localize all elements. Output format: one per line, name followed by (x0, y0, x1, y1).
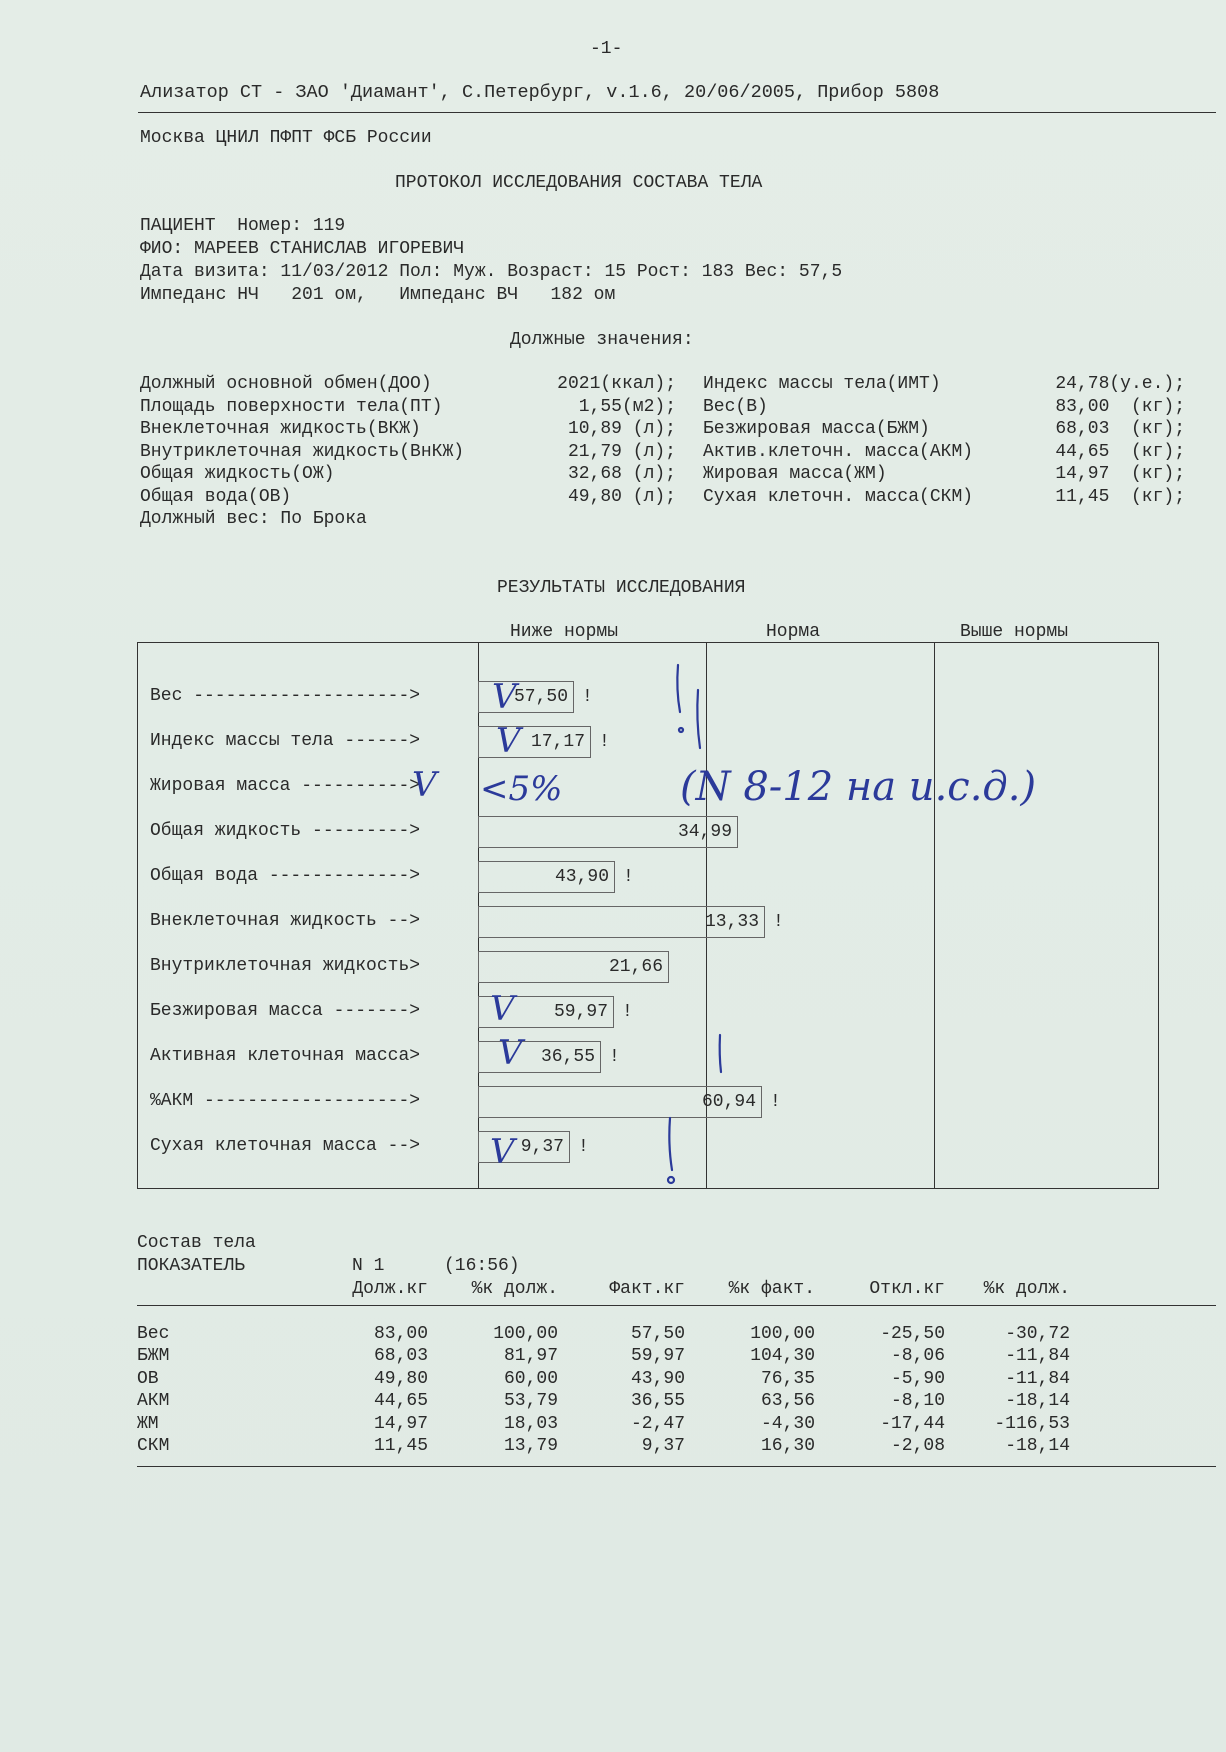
due-right-label: Индекс массы тела(ИМТ) (703, 374, 941, 394)
due-right-value: 68,03 (кг); (1055, 419, 1185, 439)
due-right-label: Вес(В) (703, 396, 768, 417)
result-value: 13,33 (704, 912, 759, 932)
due-values-heading: Должные значения: (510, 330, 694, 350)
composition-cell: -2,47 (630, 1413, 685, 1434)
due-left-label: Площадь поверхности тела(ПТ) (140, 396, 443, 417)
due-right-label: Актив.клеточн. масса(АКМ) (703, 441, 974, 462)
composition-rule-bottom (137, 1466, 1216, 1467)
due-left-value: 1,55(м2); (578, 396, 676, 417)
due-right-value: 44,65 (кг); (1055, 441, 1185, 462)
due-weight-method: Должный вес: По Брока (140, 509, 367, 529)
due-left-value: 49,80 (л); (567, 486, 676, 507)
composition-cell: 49,80 (373, 1368, 428, 1389)
composition-cell: -8,10 (890, 1391, 945, 1412)
composition-cell: 60,00 (503, 1368, 558, 1389)
due-left-label: Должный основной обмен(ДОО) (140, 374, 432, 394)
exclamation-ink-1 (677, 665, 680, 712)
composition-cell: 16,30 (760, 1436, 815, 1456)
check-mark: V (412, 765, 437, 805)
due-left-value: 2021(ккал); (557, 374, 676, 394)
composition-cell: 100,00 (493, 1324, 558, 1344)
device-line: Ализатор СТ - ЗАО 'Диамант', С.Петербург, v.1.6, 20/06/2005, Прибор 5808 (140, 82, 940, 103)
impedance-line: Импеданс НЧ 201 ом, Импеданс ВЧ 182 ом (140, 285, 616, 305)
composition-column-header: Факт.кг (609, 1279, 685, 1299)
result-value: 43,90 (554, 867, 609, 887)
composition-cell: -18,14 (1005, 1391, 1070, 1412)
result-label: Внутриклеточная жидкость> (150, 956, 421, 976)
composition-column-header: %к долж. (471, 1279, 558, 1299)
results-heading: РЕЗУЛЬТАТЫ ИССЛЕДОВАНИЯ (497, 578, 746, 598)
patient-number: ПАЦИЕНТ Номер: 119 (140, 216, 346, 236)
check-mark: V (490, 989, 515, 1029)
composition-cell: -18,14 (1005, 1436, 1070, 1456)
result-label: Общая вода -------------> (150, 866, 421, 886)
due-right-value: 83,00 (кг); (1055, 396, 1185, 417)
composition-cell: 68,03 (373, 1346, 428, 1367)
column-below-norm: Ниже нормы (510, 622, 619, 642)
exclamation-ink-2 (697, 690, 700, 748)
result-label: Жировая масса ----------> (150, 776, 421, 796)
composition-cell: 14,97 (373, 1413, 428, 1434)
composition-cell: 36,55 (630, 1391, 685, 1412)
composition-cell: 104,30 (750, 1346, 815, 1367)
composition-row-name: ЖМ (137, 1413, 159, 1434)
composition-row-name: БЖМ (137, 1346, 170, 1367)
patient-name: ФИО: МАРЕЕВ СТАНИСЛАВ ИГОРЕВИЧ (140, 239, 465, 259)
exclamation-ink-4 (669, 1118, 672, 1170)
composition-cell: -11,84 (1005, 1346, 1070, 1367)
result-label: Вес --------------------> (150, 686, 421, 706)
column-norm: Норма (766, 622, 821, 642)
due-left-label: Внутриклеточная жидкость(ВнКЖ) (140, 441, 465, 462)
exclamation-ink-dot-4 (668, 1177, 674, 1183)
composition-column-header: %к факт. (728, 1279, 815, 1299)
composition-row-name: ОВ (137, 1368, 159, 1389)
check-mark: V (496, 721, 521, 761)
fat-mass-note: <5% (480, 769, 563, 809)
result-value: 9,37 (520, 1137, 564, 1157)
composition-rule-top (137, 1305, 1216, 1306)
column-above-norm: Выше нормы (960, 622, 1069, 642)
protocol-title: ПРОТОКОЛ ИССЛЕДОВАНИЯ СОСТАВА ТЕЛА (395, 173, 763, 193)
check-mark: V (490, 1132, 515, 1172)
due-right-label: Сухая клеточн. масса(СКМ) (703, 486, 974, 507)
composition-cell: 81,97 (503, 1346, 558, 1367)
header-rule (138, 112, 1216, 113)
due-left-label: Общая вода(ОВ) (140, 486, 292, 507)
composition-cell: 76,35 (760, 1368, 815, 1389)
result-label: Сухая клеточная масса --> (150, 1136, 421, 1156)
composition-cell: 59,97 (630, 1346, 685, 1367)
result-flag: ! (770, 1092, 781, 1112)
result-flag: ! (578, 1137, 589, 1157)
result-value: 60,94 (701, 1092, 756, 1112)
result-value: 17,17 (530, 732, 585, 752)
composition-cell: -116,53 (994, 1413, 1070, 1434)
result-label: %АКМ -------------------> (150, 1091, 421, 1111)
composition-cell: -8,06 (890, 1346, 945, 1367)
visit-details: Дата визита: 11/03/2012 Пол: Муж. Возраст: 15 Рост: 183 Вес: 57,5 (140, 262, 843, 282)
result-label: Безжировая масса -------> (150, 1001, 421, 1021)
result-flag: ! (622, 1002, 633, 1022)
due-right-label: Безжировая масса(БЖМ) (703, 419, 930, 439)
composition-cell: 13,79 (503, 1436, 558, 1456)
result-label: Активная клеточная масса> (150, 1046, 421, 1066)
due-left-value: 32,68 (л); (567, 464, 676, 484)
due-left-label: Общая жидкость(ОЖ) (140, 464, 335, 484)
composition-cell: 100,00 (750, 1324, 815, 1344)
result-flag: ! (623, 867, 634, 887)
composition-row-name: Вес (137, 1324, 170, 1344)
composition-cell: 11,45 (373, 1436, 428, 1456)
result-flag: ! (582, 687, 593, 707)
composition-cell: -25,50 (880, 1324, 945, 1344)
result-label: Индекс массы тела ------> (150, 731, 421, 751)
composition-column-header: Долж.кг (352, 1279, 428, 1299)
composition-cell: -11,84 (1005, 1368, 1070, 1389)
result-value: 34,99 (677, 822, 732, 842)
fat-norm-note: (N 8-12 на и.с.д.) (680, 764, 1037, 810)
composition-heading: Состав тела (137, 1233, 256, 1253)
composition-cell: -17,44 (880, 1413, 945, 1434)
indicator-label: ПОКАЗАТЕЛЬ (137, 1256, 246, 1276)
result-flag: ! (609, 1047, 620, 1067)
composition-cell: 83,00 (373, 1324, 428, 1344)
composition-cell: 63,56 (760, 1391, 815, 1412)
due-right-value: 14,97 (кг); (1055, 464, 1185, 484)
composition-cell: -4,30 (760, 1413, 815, 1434)
result-value: 59,97 (553, 1002, 608, 1022)
organization: Москва ЦНИЛ ПФПТ ФСБ России (140, 128, 432, 148)
composition-cell: 44,65 (373, 1391, 428, 1412)
composition-row-name: АКМ (137, 1391, 170, 1412)
result-flag: ! (599, 732, 610, 752)
composition-cell: 9,37 (641, 1436, 685, 1456)
composition-row-name: СКМ (137, 1436, 170, 1456)
composition-cell: 43,90 (630, 1368, 685, 1389)
check-mark: V (492, 677, 517, 717)
composition-column-header: Откл.кг (869, 1279, 945, 1299)
measurement-time: (16:56) (444, 1256, 520, 1276)
composition-cell: -5,90 (890, 1368, 945, 1389)
result-value: 57,50 (513, 687, 568, 707)
exclamation-ink-3 (720, 1035, 721, 1072)
composition-cell: 18,03 (503, 1413, 558, 1434)
exclamation-ink-dot-1 (679, 728, 683, 732)
due-left-value: 10,89 (л); (567, 419, 676, 439)
result-label: Общая жидкость ---------> (150, 821, 421, 841)
composition-cell: 57,50 (630, 1324, 685, 1344)
due-right-value: 24,78(у.е.); (1055, 374, 1185, 394)
result-value: 21,66 (608, 957, 663, 977)
page-number: -1- (590, 39, 623, 59)
due-right-label: Жировая масса(ЖМ) (703, 464, 887, 484)
result-label: Внеклеточная жидкость --> (150, 911, 421, 931)
composition-column-header: %к долж. (983, 1279, 1070, 1299)
result-value: 36,55 (540, 1047, 595, 1067)
due-left-value: 21,79 (л); (567, 441, 676, 462)
check-mark: V (498, 1033, 523, 1073)
due-right-value: 11,45 (кг); (1055, 486, 1185, 507)
composition-cell: -30,72 (1005, 1324, 1070, 1344)
composition-cell: -2,08 (890, 1436, 945, 1456)
composition-cell: 53,79 (503, 1391, 558, 1412)
due-left-label: Внеклеточная жидкость(ВКЖ) (140, 419, 421, 439)
result-flag: ! (773, 912, 784, 932)
measurement-number: N 1 (352, 1256, 385, 1276)
